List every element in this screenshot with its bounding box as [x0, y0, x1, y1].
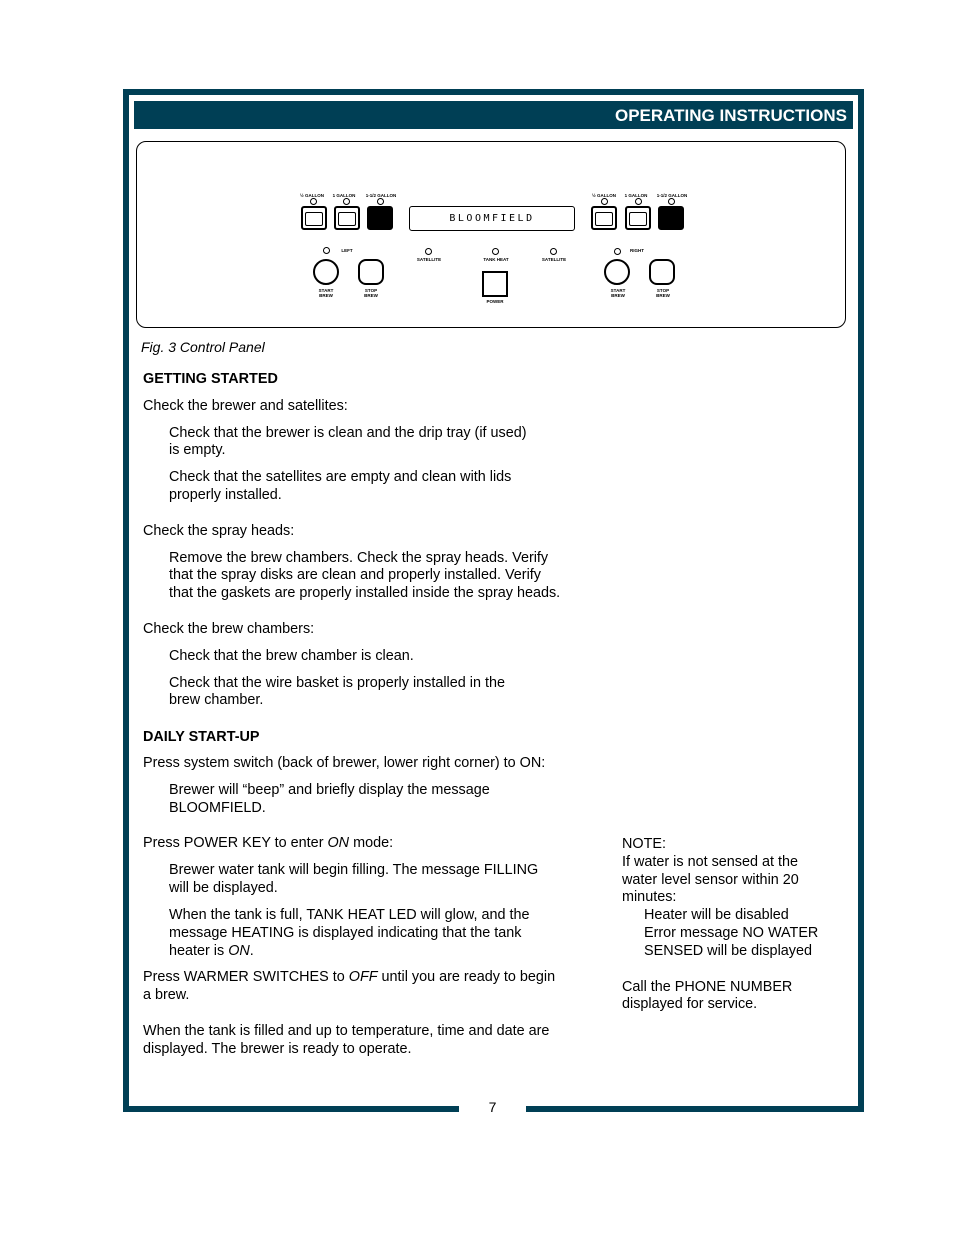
power-label: POWER [486, 299, 504, 304]
right-one-gallon-key[interactable] [625, 206, 651, 230]
brewer-step-1b: is empty. [169, 442, 226, 458]
power-key[interactable] [482, 271, 508, 297]
note-line-3: minutes: [622, 889, 677, 905]
panel-display: BLOOMFIELD [409, 206, 575, 231]
warmer-text-a: Press WARMER SWITCHES to OFF until you are ready to begin [143, 969, 556, 985]
spray-step-3: that the gaskets are properly installed inside the spray heads. [169, 585, 561, 601]
left-one-gallon-key[interactable] [334, 206, 360, 230]
note-line-1: If water is not sensed at the [622, 854, 798, 870]
chamber-step-1: Check that the brew chamber is clean. [169, 648, 414, 664]
right-one-half-gallon-led [668, 198, 675, 205]
fill-text-b: will be displayed. [169, 880, 278, 896]
note-line-8: displayed for service. [622, 996, 758, 1012]
left-half-gallon-led [310, 198, 317, 205]
note-line-5: Error message NO WATER [644, 925, 819, 941]
right-stop-label: STOP BREW [656, 288, 670, 298]
left-stop-label: STOP BREW [364, 288, 378, 298]
page-number: 7 [488, 1099, 497, 1115]
chamber-step-2a: Check that the wire basket is properly installed in the [169, 675, 505, 691]
right-half-gallon-led [601, 198, 608, 205]
left-size-label-1: ½ GALLON [299, 193, 324, 198]
left-one-gallon-led [343, 198, 350, 205]
beep-text-a: Brewer will “beep” and briefly display the message [169, 782, 490, 798]
left-one-half-gallon-led [377, 198, 384, 205]
daily-startup-heading: DAILY START-UP [143, 729, 260, 745]
note-line-7: Call the PHONE NUMBER [622, 979, 793, 995]
ready-text-b: displayed. The brewer is ready to operate. [143, 1041, 412, 1057]
note-line-2: water level sensor within 20 [622, 872, 799, 888]
brewer-step-2b: properly installed. [169, 487, 282, 503]
brewer-step-1a: Check that the brewer is clean and the drip tray (if used) [169, 425, 527, 441]
full-text-b: message HEATING is displayed indicating that the tank [169, 925, 522, 941]
tank-heat-led [492, 248, 499, 255]
brewer-step-2a: Check that the satellites are empty and clean with lids [169, 469, 512, 485]
left-label: LEFT [341, 248, 353, 253]
warmer-text-b: a brew. [143, 987, 190, 1003]
full-text-c: heater is ON. [169, 943, 254, 959]
spray-step-1: Remove the brew chambers. Check the spray heads. Verify [169, 550, 549, 566]
left-brew-led [323, 247, 330, 254]
full-text-a: When the tank is full, TANK HEAT LED will glow, and the [169, 907, 530, 923]
note-title: NOTE: [622, 836, 666, 852]
right-label: RIGHT [630, 248, 644, 253]
check-brewer-text: Check the brewer and satellites: [143, 398, 348, 414]
note-line-6: SENSED will be displayed [644, 943, 812, 959]
right-one-gallon-led [635, 198, 642, 205]
figure-caption: Fig. 3 Control Panel [141, 339, 265, 355]
right-stop-brew-button[interactable] [649, 259, 675, 285]
getting-started-heading: GETTING STARTED [143, 371, 278, 387]
right-brew-led [614, 248, 621, 255]
tank-heat-label: TANK HEAT [483, 257, 509, 262]
spray-step-2: that the spray disks are clean and properly installed. Verify [169, 567, 541, 583]
left-size-label-3: 1-1/2 GALLON [365, 193, 397, 198]
left-one-half-gallon-key[interactable] [367, 206, 393, 230]
left-satellite-led [425, 248, 432, 255]
left-start-label: START BREW [318, 288, 334, 298]
fill-text-a: Brewer water tank will begin filling. The message FILLING [169, 862, 539, 878]
right-satellite-led [550, 248, 557, 255]
left-size-label-2: 1 GALLON [332, 193, 356, 198]
right-start-brew-button[interactable] [604, 259, 630, 285]
power-key-text: Press POWER KEY to enter ON mode: [143, 835, 394, 851]
system-switch-text: Press system switch (back of brewer, lower right corner) to ON: [143, 755, 546, 771]
right-satellite-label: SATELLITE [541, 257, 567, 262]
right-start-label: START BREW [610, 288, 626, 298]
check-spray-text: Check the spray heads: [143, 523, 295, 539]
ready-text-a: When the tank is filled and up to temperature, time and date are [143, 1023, 550, 1039]
left-start-brew-button[interactable] [313, 259, 339, 285]
left-satellite-label: SATELLITE [416, 257, 442, 262]
right-half-gallon-key[interactable] [591, 206, 617, 230]
left-half-gallon-key[interactable] [301, 206, 327, 230]
beep-text-b: BLOOMFIELD. [169, 800, 266, 816]
section-header: OPERATING INSTRUCTIONS [134, 101, 853, 129]
right-size-label-1: ½ GALLON [591, 193, 616, 198]
right-size-label-2: 1 GALLON [624, 193, 648, 198]
right-one-half-gallon-key[interactable] [658, 206, 684, 230]
check-chambers-text: Check the brew chambers: [143, 621, 315, 637]
right-size-label-3: 1-1/2 GALLON [656, 193, 688, 198]
left-stop-brew-button[interactable] [358, 259, 384, 285]
note-line-4: Heater will be disabled [644, 907, 789, 923]
chamber-step-2b: brew chamber. [169, 692, 264, 708]
